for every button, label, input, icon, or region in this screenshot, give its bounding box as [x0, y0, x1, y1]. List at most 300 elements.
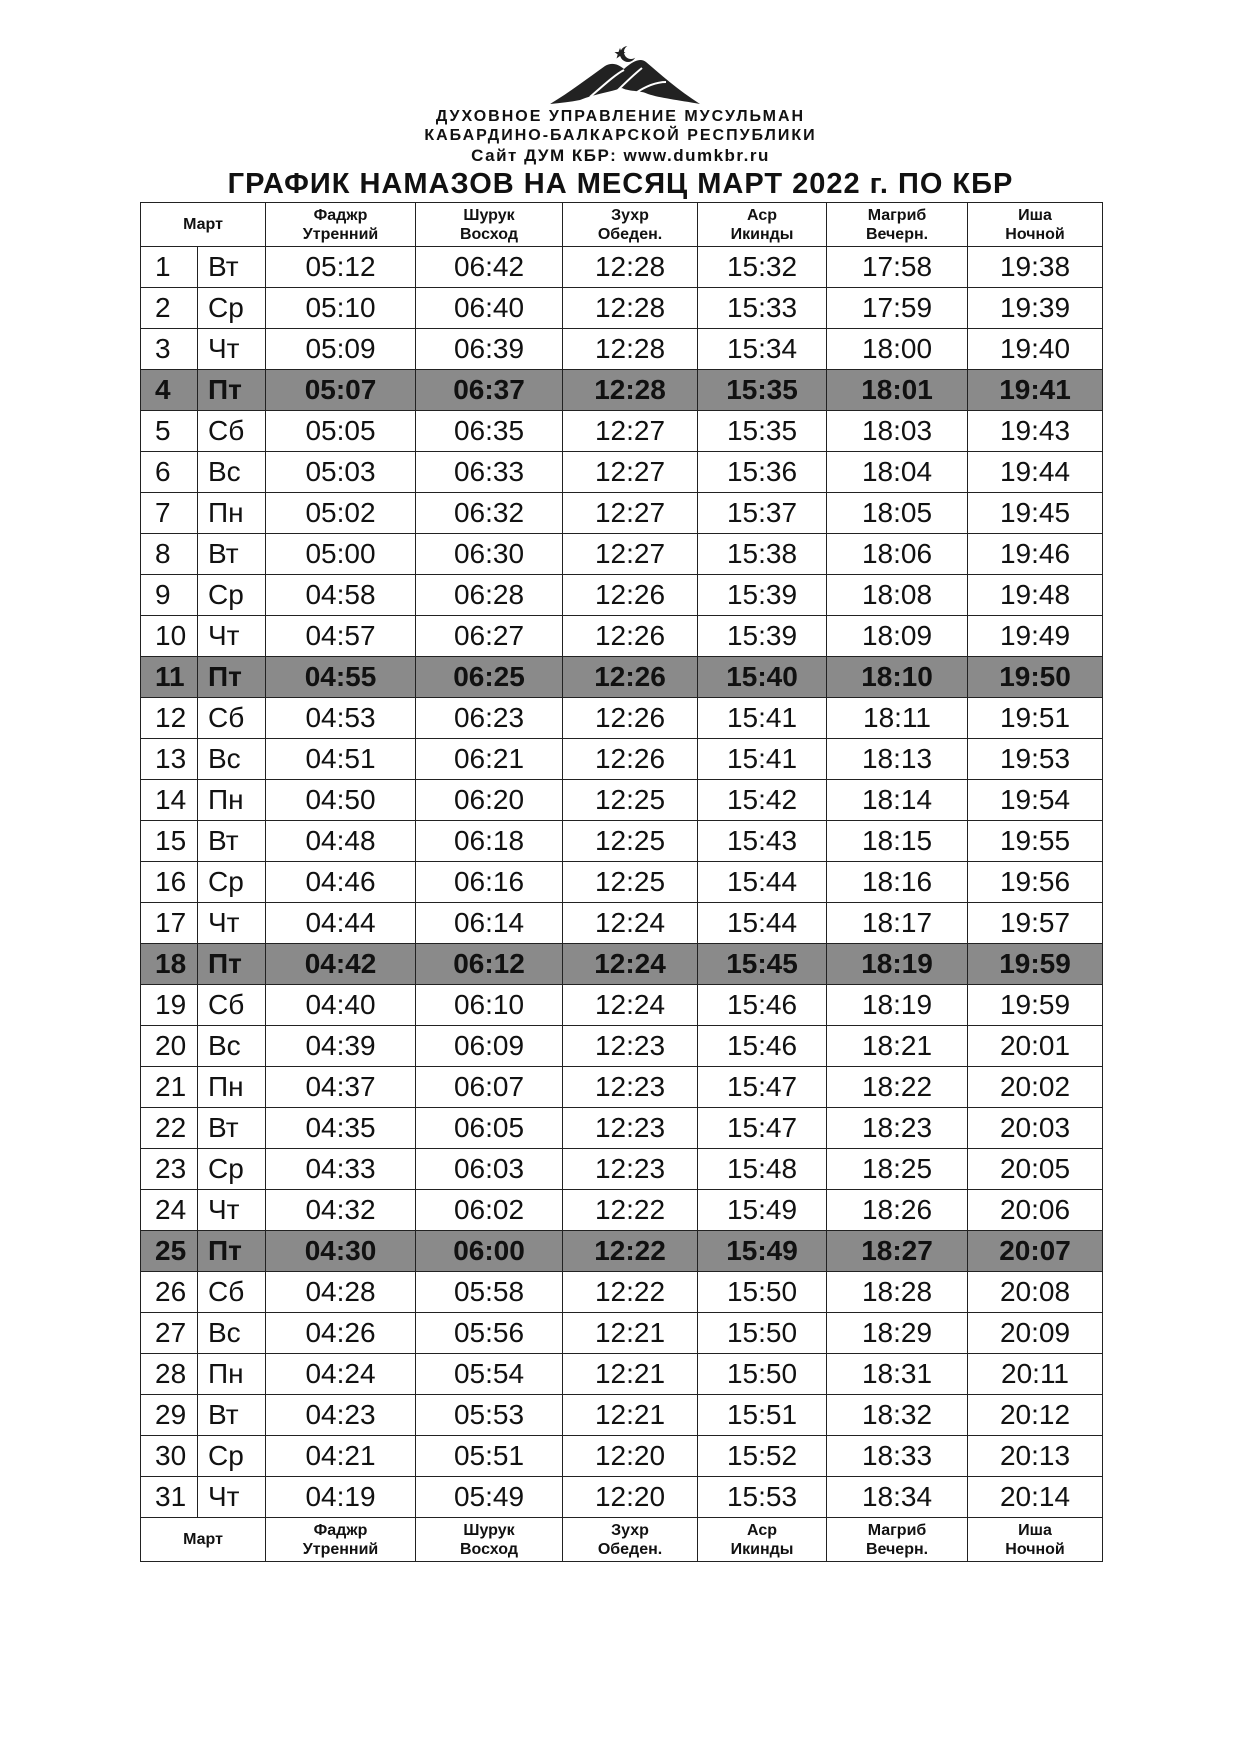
day-of-week: Пн	[198, 780, 266, 821]
day-of-week: Пт	[198, 1231, 266, 1272]
maghrib-time: 18:26	[827, 1190, 968, 1231]
prayer-schedule-table	[140, 202, 1103, 1562]
shuruk-time: 06:27	[416, 616, 563, 657]
maghrib-time: 18:34	[827, 1477, 968, 1518]
table-row	[141, 657, 1103, 698]
zuhr-time: 12:28	[563, 329, 698, 370]
day-of-week: Пн	[198, 1354, 266, 1395]
fajr-time: 04:51	[266, 739, 416, 780]
table-footer	[141, 1518, 1103, 1562]
asr-time: 15:50	[698, 1354, 827, 1395]
day-number: 11	[141, 657, 198, 698]
asr-time: 15:41	[698, 739, 827, 780]
asr-time: 15:36	[698, 452, 827, 493]
maghrib-time: 18:27	[827, 1231, 968, 1272]
day-of-week: Чт	[198, 329, 266, 370]
fajr-time: 05:05	[266, 411, 416, 452]
maghrib-time: 18:19	[827, 985, 968, 1026]
maghrib-time: 18:14	[827, 780, 968, 821]
table-row	[141, 698, 1103, 739]
fajr-time: 04:48	[266, 821, 416, 862]
header-maghrib: Магриб Вечерн.	[827, 203, 968, 247]
table-row	[141, 1354, 1103, 1395]
maghrib-time: 18:10	[827, 657, 968, 698]
footer-fajr: Фаджр Утренний	[266, 1518, 416, 1562]
shuruk-time: 06:05	[416, 1108, 563, 1149]
shuruk-time: 06:42	[416, 247, 563, 288]
zuhr-time: 12:24	[563, 903, 698, 944]
table-row	[141, 575, 1103, 616]
maghrib-time: 18:03	[827, 411, 968, 452]
isha-time: 19:46	[968, 534, 1103, 575]
fajr-time: 04:55	[266, 657, 416, 698]
zuhr-time: 12:22	[563, 1190, 698, 1231]
header-fajr: Фаджр Утренний	[266, 203, 416, 247]
maghrib-time: 18:22	[827, 1067, 968, 1108]
maghrib-time: 18:23	[827, 1108, 968, 1149]
maghrib-time: 18:04	[827, 452, 968, 493]
isha-time: 20:07	[968, 1231, 1103, 1272]
table-row	[141, 329, 1103, 370]
fajr-time: 04:40	[266, 985, 416, 1026]
zuhr-time: 12:27	[563, 493, 698, 534]
zuhr-time: 12:23	[563, 1026, 698, 1067]
asr-time: 15:53	[698, 1477, 827, 1518]
maghrib-time: 18:31	[827, 1354, 968, 1395]
day-number: 8	[141, 534, 198, 575]
shuruk-time: 05:54	[416, 1354, 563, 1395]
zuhr-time: 12:23	[563, 1108, 698, 1149]
day-of-week: Ср	[198, 288, 266, 329]
table-row	[141, 1395, 1103, 1436]
table-row	[141, 1436, 1103, 1477]
fajr-time: 04:30	[266, 1231, 416, 1272]
organization-region: КАБАРДИНО-БАЛКАРСКОЙ РЕСПУБЛИКИ	[424, 127, 817, 144]
shuruk-time: 06:33	[416, 452, 563, 493]
shuruk-time: 06:21	[416, 739, 563, 780]
maghrib-time: 18:09	[827, 616, 968, 657]
asr-time: 15:34	[698, 329, 827, 370]
isha-time: 19:44	[968, 452, 1103, 493]
isha-time: 19:50	[968, 657, 1103, 698]
isha-time: 20:08	[968, 1272, 1103, 1313]
fajr-time: 05:00	[266, 534, 416, 575]
zuhr-time: 12:22	[563, 1272, 698, 1313]
isha-time: 19:56	[968, 862, 1103, 903]
shuruk-time: 06:02	[416, 1190, 563, 1231]
day-number: 27	[141, 1313, 198, 1354]
zuhr-time: 12:28	[563, 247, 698, 288]
isha-time: 19:54	[968, 780, 1103, 821]
zuhr-time: 12:21	[563, 1354, 698, 1395]
fajr-time: 04:19	[266, 1477, 416, 1518]
fajr-time: 04:37	[266, 1067, 416, 1108]
zuhr-time: 12:27	[563, 411, 698, 452]
zuhr-time: 12:26	[563, 698, 698, 739]
table-row	[141, 780, 1103, 821]
maghrib-time: 18:25	[827, 1149, 968, 1190]
fajr-time: 04:39	[266, 1026, 416, 1067]
isha-time: 20:03	[968, 1108, 1103, 1149]
maghrib-time: 18:05	[827, 493, 968, 534]
isha-time: 20:02	[968, 1067, 1103, 1108]
isha-time: 19:53	[968, 739, 1103, 780]
asr-time: 15:46	[698, 1026, 827, 1067]
maghrib-time: 18:01	[827, 370, 968, 411]
day-of-week: Чт	[198, 616, 266, 657]
asr-time: 15:38	[698, 534, 827, 575]
maghrib-time: 18:06	[827, 534, 968, 575]
day-of-week: Ср	[198, 575, 266, 616]
zuhr-time: 12:27	[563, 452, 698, 493]
fajr-time: 04:58	[266, 575, 416, 616]
shuruk-time: 06:32	[416, 493, 563, 534]
day-number: 9	[141, 575, 198, 616]
table-row	[141, 616, 1103, 657]
shuruk-time: 06:23	[416, 698, 563, 739]
day-number: 20	[141, 1026, 198, 1067]
shuruk-time: 06:30	[416, 534, 563, 575]
fajr-time: 04:50	[266, 780, 416, 821]
table-row	[141, 985, 1103, 1026]
maghrib-time: 18:32	[827, 1395, 968, 1436]
isha-time: 19:45	[968, 493, 1103, 534]
isha-time: 20:14	[968, 1477, 1103, 1518]
table-header	[141, 203, 1103, 247]
zuhr-time: 12:22	[563, 1231, 698, 1272]
isha-time: 20:09	[968, 1313, 1103, 1354]
asr-time: 15:33	[698, 288, 827, 329]
shuruk-time: 06:10	[416, 985, 563, 1026]
table-row	[141, 1231, 1103, 1272]
zuhr-time: 12:26	[563, 657, 698, 698]
day-of-week: Сб	[198, 985, 266, 1026]
asr-time: 15:45	[698, 944, 827, 985]
table-row	[141, 1477, 1103, 1518]
fajr-time: 04:44	[266, 903, 416, 944]
asr-time: 15:49	[698, 1190, 827, 1231]
header-zuhr: Зухр Обеден.	[563, 203, 698, 247]
zuhr-time: 12:23	[563, 1067, 698, 1108]
maghrib-time: 18:08	[827, 575, 968, 616]
shuruk-time: 06:09	[416, 1026, 563, 1067]
day-number: 22	[141, 1108, 198, 1149]
table-row	[141, 944, 1103, 985]
shuruk-time: 05:51	[416, 1436, 563, 1477]
fajr-time: 05:10	[266, 288, 416, 329]
day-number: 15	[141, 821, 198, 862]
fajr-time: 04:28	[266, 1272, 416, 1313]
shuruk-time: 05:49	[416, 1477, 563, 1518]
day-of-week: Вс	[198, 1026, 266, 1067]
shuruk-time: 06:28	[416, 575, 563, 616]
shuruk-time: 05:56	[416, 1313, 563, 1354]
day-of-week: Сб	[198, 1272, 266, 1313]
day-of-week: Вт	[198, 1395, 266, 1436]
shuruk-time: 06:00	[416, 1231, 563, 1272]
day-number: 24	[141, 1190, 198, 1231]
maghrib-time: 18:29	[827, 1313, 968, 1354]
isha-time: 20:06	[968, 1190, 1103, 1231]
zuhr-time: 12:28	[563, 288, 698, 329]
day-of-week: Вт	[198, 534, 266, 575]
day-of-week: Пт	[198, 657, 266, 698]
isha-time: 19:40	[968, 329, 1103, 370]
table-row	[141, 1272, 1103, 1313]
asr-time: 15:37	[698, 493, 827, 534]
day-of-week: Сб	[198, 411, 266, 452]
table-row	[141, 821, 1103, 862]
zuhr-time: 12:24	[563, 944, 698, 985]
table-row	[141, 739, 1103, 780]
day-of-week: Чт	[198, 1190, 266, 1231]
table-row	[141, 493, 1103, 534]
day-number: 5	[141, 411, 198, 452]
zuhr-time: 12:21	[563, 1395, 698, 1436]
fajr-time: 04:24	[266, 1354, 416, 1395]
page-title: ГРАФИК НАМАЗОВ НА МЕСЯЦ МАРТ 2022 г. ПО КБР	[227, 168, 1014, 200]
isha-time: 19:59	[968, 985, 1103, 1026]
zuhr-time: 12:20	[563, 1477, 698, 1518]
mountain-crescent-star-icon	[550, 42, 700, 108]
table-row	[141, 1313, 1103, 1354]
day-number: 10	[141, 616, 198, 657]
table-row	[141, 288, 1103, 329]
day-number: 23	[141, 1149, 198, 1190]
fajr-time: 05:07	[266, 370, 416, 411]
maghrib-time: 17:59	[827, 288, 968, 329]
day-number: 30	[141, 1436, 198, 1477]
day-of-week: Пн	[198, 493, 266, 534]
isha-time: 20:13	[968, 1436, 1103, 1477]
shuruk-time: 06:25	[416, 657, 563, 698]
asr-time: 15:47	[698, 1108, 827, 1149]
zuhr-time: 12:21	[563, 1313, 698, 1354]
table-row	[141, 411, 1103, 452]
day-of-week: Пн	[198, 1067, 266, 1108]
day-of-week: Вс	[198, 452, 266, 493]
table-row	[141, 452, 1103, 493]
fajr-time: 04:23	[266, 1395, 416, 1436]
maghrib-time: 18:11	[827, 698, 968, 739]
zuhr-time: 12:25	[563, 780, 698, 821]
zuhr-time: 12:23	[563, 1149, 698, 1190]
isha-time: 19:51	[968, 698, 1103, 739]
day-number: 14	[141, 780, 198, 821]
asr-time: 15:44	[698, 862, 827, 903]
maghrib-time: 18:17	[827, 903, 968, 944]
zuhr-time: 12:26	[563, 575, 698, 616]
fajr-time: 05:02	[266, 493, 416, 534]
day-number: 4	[141, 370, 198, 411]
fajr-time: 04:46	[266, 862, 416, 903]
isha-time: 20:11	[968, 1354, 1103, 1395]
shuruk-time: 06:03	[416, 1149, 563, 1190]
shuruk-time: 06:37	[416, 370, 563, 411]
table-row	[141, 1149, 1103, 1190]
isha-time: 19:59	[968, 944, 1103, 985]
asr-time: 15:51	[698, 1395, 827, 1436]
day-number: 2	[141, 288, 198, 329]
asr-time: 15:50	[698, 1313, 827, 1354]
isha-time: 19:38	[968, 247, 1103, 288]
zuhr-time: 12:27	[563, 534, 698, 575]
table-row	[141, 534, 1103, 575]
day-number: 25	[141, 1231, 198, 1272]
header-shuruk: Шурук Восход	[416, 203, 563, 247]
maghrib-time: 17:58	[827, 247, 968, 288]
day-of-week: Вс	[198, 1313, 266, 1354]
fajr-time: 05:12	[266, 247, 416, 288]
header-asr: Аср Икинды	[698, 203, 827, 247]
fajr-time: 04:21	[266, 1436, 416, 1477]
table-row	[141, 862, 1103, 903]
maghrib-time: 18:13	[827, 739, 968, 780]
shuruk-time: 06:12	[416, 944, 563, 985]
shuruk-time: 06:39	[416, 329, 563, 370]
day-of-week: Ср	[198, 1436, 266, 1477]
fajr-time: 04:53	[266, 698, 416, 739]
table-row	[141, 247, 1103, 288]
asr-time: 15:52	[698, 1436, 827, 1477]
day-number: 13	[141, 739, 198, 780]
day-number: 3	[141, 329, 198, 370]
day-number: 18	[141, 944, 198, 985]
asr-time: 15:49	[698, 1231, 827, 1272]
table-row	[141, 1026, 1103, 1067]
asr-time: 15:47	[698, 1067, 827, 1108]
day-of-week: Ср	[198, 862, 266, 903]
maghrib-time: 18:15	[827, 821, 968, 862]
fajr-time: 05:09	[266, 329, 416, 370]
shuruk-time: 06:07	[416, 1067, 563, 1108]
zuhr-time: 12:25	[563, 862, 698, 903]
asr-time: 15:44	[698, 903, 827, 944]
maghrib-time: 18:16	[827, 862, 968, 903]
day-number: 28	[141, 1354, 198, 1395]
isha-time: 20:05	[968, 1149, 1103, 1190]
asr-time: 15:40	[698, 657, 827, 698]
fajr-time: 04:57	[266, 616, 416, 657]
day-number: 6	[141, 452, 198, 493]
isha-time: 19:39	[968, 288, 1103, 329]
fajr-time: 04:42	[266, 944, 416, 985]
asr-time: 15:39	[698, 575, 827, 616]
zuhr-time: 12:24	[563, 985, 698, 1026]
fajr-time: 04:26	[266, 1313, 416, 1354]
header-month: Март	[141, 203, 266, 247]
day-of-week: Ср	[198, 1149, 266, 1190]
day-number: 19	[141, 985, 198, 1026]
maghrib-time: 18:28	[827, 1272, 968, 1313]
fajr-time: 04:32	[266, 1190, 416, 1231]
isha-time: 19:55	[968, 821, 1103, 862]
footer-month: Март	[141, 1518, 266, 1562]
day-of-week: Пт	[198, 944, 266, 985]
table-row	[141, 1108, 1103, 1149]
footer-zuhr: Зухр Обеден.	[563, 1518, 698, 1562]
isha-time: 19:48	[968, 575, 1103, 616]
asr-time: 15:35	[698, 370, 827, 411]
fajr-time: 05:03	[266, 452, 416, 493]
maghrib-time: 18:19	[827, 944, 968, 985]
footer-asr: Аср Икинды	[698, 1518, 827, 1562]
shuruk-time: 05:53	[416, 1395, 563, 1436]
day-number: 17	[141, 903, 198, 944]
shuruk-time: 06:18	[416, 821, 563, 862]
day-number: 31	[141, 1477, 198, 1518]
shuruk-time: 05:58	[416, 1272, 563, 1313]
day-number: 7	[141, 493, 198, 534]
zuhr-time: 12:26	[563, 739, 698, 780]
asr-time: 15:41	[698, 698, 827, 739]
day-of-week: Вт	[198, 247, 266, 288]
asr-time: 15:32	[698, 247, 827, 288]
fajr-time: 04:33	[266, 1149, 416, 1190]
zuhr-time: 12:25	[563, 821, 698, 862]
day-number: 16	[141, 862, 198, 903]
asr-time: 15:35	[698, 411, 827, 452]
day-number: 21	[141, 1067, 198, 1108]
day-of-week: Пт	[198, 370, 266, 411]
table-row	[141, 1190, 1103, 1231]
day-number: 29	[141, 1395, 198, 1436]
header-isha: Иша Ночной	[968, 203, 1103, 247]
isha-time: 19:57	[968, 903, 1103, 944]
asr-time: 15:39	[698, 616, 827, 657]
asr-time: 15:46	[698, 985, 827, 1026]
zuhr-time: 12:26	[563, 616, 698, 657]
day-of-week: Вт	[198, 821, 266, 862]
asr-time: 15:43	[698, 821, 827, 862]
isha-time: 19:41	[968, 370, 1103, 411]
day-number: 1	[141, 247, 198, 288]
isha-time: 20:12	[968, 1395, 1103, 1436]
zuhr-time: 12:20	[563, 1436, 698, 1477]
maghrib-time: 18:00	[827, 329, 968, 370]
fajr-time: 04:35	[266, 1108, 416, 1149]
footer-isha: Иша Ночной	[968, 1518, 1103, 1562]
footer-maghrib: Магриб Вечерн.	[827, 1518, 968, 1562]
shuruk-time: 06:35	[416, 411, 563, 452]
day-of-week: Вс	[198, 739, 266, 780]
maghrib-time: 18:21	[827, 1026, 968, 1067]
day-number: 12	[141, 698, 198, 739]
shuruk-time: 06:20	[416, 780, 563, 821]
isha-time: 19:49	[968, 616, 1103, 657]
zuhr-time: 12:28	[563, 370, 698, 411]
isha-time: 19:43	[968, 411, 1103, 452]
day-of-week: Чт	[198, 903, 266, 944]
shuruk-time: 06:16	[416, 862, 563, 903]
website-line: Сайт ДУМ КБР: www.dumkbr.ru	[471, 146, 770, 165]
isha-time: 20:01	[968, 1026, 1103, 1067]
asr-time: 15:42	[698, 780, 827, 821]
day-of-week: Вт	[198, 1108, 266, 1149]
day-of-week: Чт	[198, 1477, 266, 1518]
asr-time: 15:48	[698, 1149, 827, 1190]
table-row	[141, 370, 1103, 411]
day-of-week: Сб	[198, 698, 266, 739]
table-row	[141, 903, 1103, 944]
asr-time: 15:50	[698, 1272, 827, 1313]
footer-shuruk: Шурук Восход	[416, 1518, 563, 1562]
table-row	[141, 1067, 1103, 1108]
shuruk-time: 06:14	[416, 903, 563, 944]
organization-name: ДУХОВНОЕ УПРАВЛЕНИЕ МУСУЛЬМАН	[435, 108, 806, 125]
day-number: 26	[141, 1272, 198, 1313]
shuruk-time: 06:40	[416, 288, 563, 329]
